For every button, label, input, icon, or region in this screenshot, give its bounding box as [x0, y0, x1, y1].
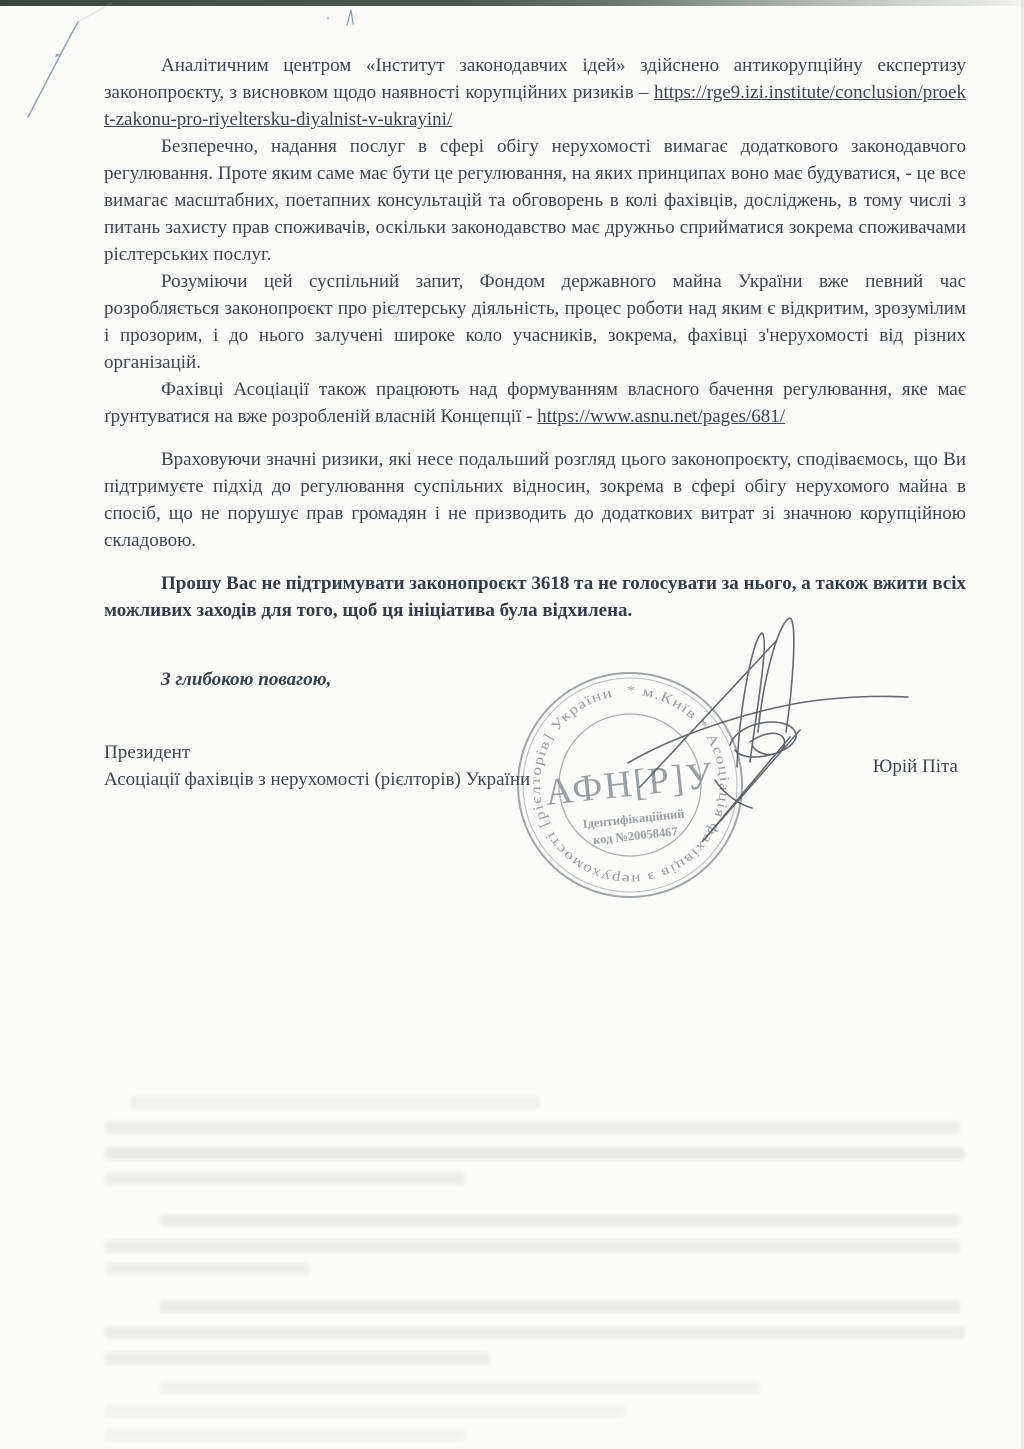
paragraph — [104, 376, 966, 430]
url-link: https://www.asnu.net/pages/681/ — [537, 406, 786, 427]
bleed-through-line — [160, 1380, 760, 1393]
stamp-id-code: код №20058467 — [592, 824, 679, 848]
paragraph — [104, 446, 966, 554]
scanner-edge-strip — [0, 0, 1024, 6]
text-run: Розуміючи цей суспільний запит, Фондом державного майна України вже певний час розробляється законопроєкт про рієлтерську діяльність, процес роботи над яким є відкритим, зрозумілим і прозорим, і до нього залучені широке коло учасників, зокрема, фахівці з'нерухомості від різних організацій. — [104, 271, 966, 373]
signer-title-line1: Президент — [104, 742, 191, 763]
paragraph — [104, 52, 966, 133]
stamp-id-label: Ідентифікаційний — [582, 806, 686, 832]
bleed-through-line — [130, 1096, 540, 1109]
text-run: Прошу Вас не підтримувати законопроєкт 3618 та не голосувати за нього, а також вжити всіх можливих заходів для того, щоб ця ініціатива була відхилена. — [104, 573, 966, 621]
bleed-through-line — [105, 1240, 960, 1253]
text-run: Враховуючи значні ризики, які несе подальший розгляд цього законопроєкту, сподіваємось, що Ви підтримуєте підхід до регулювання суспільних відносин, зокрема в сфері обігу нерухомого майна в спосіб, що не порушує прав громадян і не призводить до додаткових витрат зі значною корупційною складовою. — [104, 449, 966, 551]
bleed-through-line — [105, 1326, 965, 1339]
paragraph — [104, 133, 966, 268]
closing-salutation: З глибокою повагою, — [161, 669, 332, 690]
stamp-center-abbreviation: АФН[Р]У — [543, 754, 717, 814]
text-run: Фахівці Асоціації також працюють над формуванням власного бачення регулювання, яке має ґрунтуватися на вже розробленій власній Концепції - — [104, 379, 966, 427]
bleed-through-line — [160, 1300, 960, 1313]
handwritten-signature — [540, 580, 940, 880]
bleed-through-line — [105, 1352, 490, 1365]
signer-title-line2: Асоціації фахівців з нерухомості (рієлторів) України — [104, 769, 531, 790]
bleed-through-line — [105, 1404, 625, 1417]
bleed-through-line — [105, 1147, 965, 1160]
paragraph — [104, 268, 966, 376]
stamp-ring-text: * м.Київ * Асоціація фахівців з нерухомості [рієлторів] України — [528, 683, 731, 887]
pen-tick-mark — [318, 4, 368, 34]
text-run: Безперечно, надання послуг в сфері обігу нерухомості вимагає додаткового законодавчого регулювання. Проте яким саме має бути це регулювання, на яких принципах воно має будуватися, - це все вимагає масштабних, поетапних консультацій та обговорень в колі фахівців, досліджень, в тому числі з питань захисту прав споживачів, оскільки законодавство має дружньо сприйматися зокрема споживачами рієлтерських послуг. — [104, 136, 966, 265]
signer-titles — [104, 739, 530, 793]
bleed-through-line — [160, 1214, 960, 1227]
url-link: https://rge9.izi.institute/conclusion/proekt-zakonu-pro-riyeltersku-diyalnist-v-ukrayini/ — [104, 82, 966, 130]
text-run: Аналітичним центром «Інститут законодавчих ідей» здійснено антикорупційну експертизу законопроєкту, з висновком щодо наявності корупційних ризиків – — [104, 55, 966, 103]
bleed-through-line — [105, 1428, 465, 1441]
signer-name: Юрій Піта — [872, 755, 958, 777]
bleed-through-line — [105, 1263, 310, 1276]
bleed-through-line — [105, 1121, 960, 1134]
bleed-through-line — [105, 1172, 465, 1185]
pen-stroke-mark — [0, 0, 140, 140]
